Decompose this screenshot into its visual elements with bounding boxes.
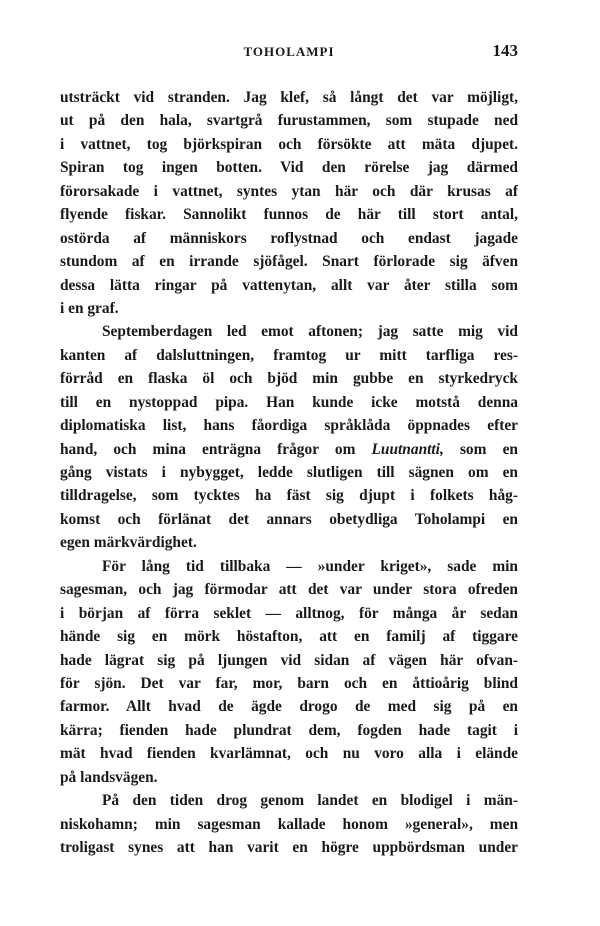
text-line: Septemberdagen led emot aftonen; jag satte mig vid	[102, 323, 518, 341]
italic-word: Luutnantti,	[371, 440, 444, 458]
text-line: gång vistats i nybygget, ledde slutligen till sägnen om en	[60, 464, 518, 481]
text-segment: som en	[459, 440, 518, 458]
text-line: egen märkvärdighet.	[60, 534, 197, 552]
text-line: dessa lätta ringar på vattenytan, allt var åter stilla som	[60, 276, 518, 294]
text-line: på landsvägen.	[60, 768, 158, 786]
text-line: troligast synes att han varit en högre uppbördsman under	[60, 839, 518, 856]
text-line-with-italic	[60, 438, 518, 461]
text-line: På den tiden drog genom landet en blodigel i män-	[102, 792, 518, 810]
paragraph-1	[60, 86, 518, 320]
text-line: i en graf.	[60, 299, 119, 317]
paragraph-2	[60, 320, 518, 554]
text-line: ostörda af människors roflystnad och endast jagade	[60, 229, 518, 247]
text-line: till en nystoppad pipa. Han kunde icke motstå denna	[60, 393, 518, 411]
text-line: förråd en flaska öl och bjöd min gubbe en styrkedryck	[60, 370, 518, 388]
text-line: stundom af en irrande sjöfågel. Snart förlorade sig äfven	[60, 253, 518, 271]
text-line: hände sig en mörk höstafton, att en familj af tiggare	[60, 628, 518, 646]
text-line: komst och förlänat det annars obetydliga Toholampi en	[60, 510, 518, 528]
text-line: hade lägrat sig på ljungen vid sidan af vägen här ofvan-	[60, 651, 518, 669]
running-title: TOHOLAMPI	[243, 44, 335, 59]
text-line: mät hvad fienden kvarlämnat, och nu voro alla i elände	[60, 745, 518, 763]
text-line: niskohamn; min sagesman kallade honom »general», men	[60, 815, 518, 833]
paragraph-3	[60, 555, 518, 789]
text-line: ut på den hala, svartgrå furustammen, som stupade ned	[60, 112, 518, 130]
text-line: diplomatiska list, hans fåordiga språklåda öppnades efter	[60, 417, 518, 435]
text-line: flyende fiskar. Sannolikt funnos de här till stort antal,	[60, 206, 518, 224]
text-line: utsträckt vid stranden. Jag klef, så långt det var möjligt,	[60, 89, 518, 106]
text-line: kärra; fienden hade plundrat dem, fogden hade tagit i	[60, 721, 518, 739]
page-number: 143	[492, 41, 518, 60]
text-line: för sjön. Det var far, mor, barn och en åttioårig blind	[60, 674, 518, 692]
text-segment: hand, och mina enträgna frågor om	[60, 440, 356, 458]
text-line: farmor. Allt hvad de ägde drogo de med sig på en	[60, 698, 518, 716]
paragraph-4	[60, 789, 518, 859]
text-line: kanten af dalsluttningen, framtog ur mitt tarfliga res-	[60, 346, 518, 364]
page-header	[60, 41, 518, 68]
text-line: i vattnet, tog björkspiran och försökte att mäta djupet.	[60, 135, 518, 153]
text-line: Spiran tog ingen botten. Vid den rörelse jag därmed	[60, 159, 518, 177]
text-line: förorsakade i vattnet, syntes ytan här och där krusas af	[60, 182, 518, 200]
text-line: För lång tid tillbaka — »under kriget», sade min	[102, 557, 518, 575]
text-line: i början af förra seklet — alltnog, för många år sedan	[60, 604, 518, 622]
text-line: tilldragelse, som tycktes ha fäst sig djupt i folkets håg-	[60, 487, 518, 505]
body-text	[60, 86, 518, 859]
text-line: sagesman, och jag förmodar att det var under stora ofreden	[60, 581, 518, 599]
